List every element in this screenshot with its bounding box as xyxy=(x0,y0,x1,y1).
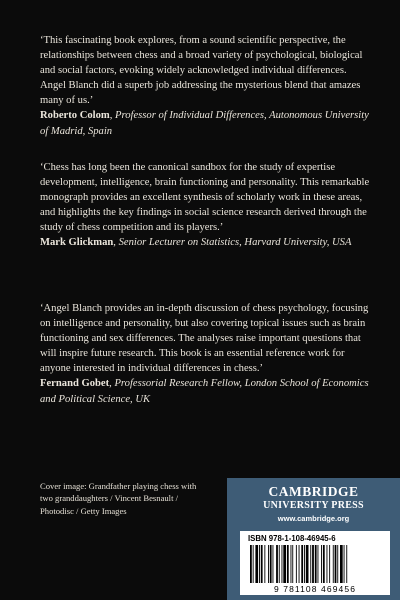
quote-attribution: Mark Glickman, Senior Lecturer on Statistics, Harvard University, USA xyxy=(40,237,352,249)
quote-text: ‘Angel Blanch provides an in-depth discussion of chess psychology, focusing on intelligence and personality, but also covering topical issues such as brain functioning and sex differences. The analyses raise important questions that will inspire future research. This book is an essential reference work for anyone interested in individual differences in chess.’ xyxy=(40,303,369,375)
endorser-name: Roberto Colom xyxy=(40,110,110,122)
publisher-panel xyxy=(227,478,400,600)
publisher-logo-name: CAMBRIDGE xyxy=(268,484,359,499)
quote-text: ‘Chess has long been the canonical sandbox for the study of expertise development, intelligence, brain functioning and personality. This remarkable monograph provides an excellent synthesis of scholarly work in these areas, and highlights the key findings in social science research derived through the study of chess competition and its players.’ xyxy=(40,162,370,234)
endorser-role: Senior Lecturer on Statistics, Harvard University, USA xyxy=(118,237,352,249)
quote-text: ‘This fascinating book explores, from a sound scientific perspective, the relationships between chess and a broad variety of psychological, biological and social factors, evoking widely acknowledged individual differences. Angel Blanch did a superb job addressing the mysterious blend that amazes many of us.’ xyxy=(40,35,363,107)
endorser-name: Mark Glickman xyxy=(40,237,114,249)
endorsement-quote-2 xyxy=(40,160,372,251)
endorsement-quote-3 xyxy=(40,301,372,407)
endorser-role: Professor of Individual Differences, Autonomous University of Madrid, Spain xyxy=(40,110,369,137)
publisher-url: www.cambridge.org xyxy=(277,514,350,523)
endorser-name: Fernand Gobet xyxy=(40,378,110,390)
cover-image-credit: Cover image: Grandfather playing chess with two granddaughters / Vincent Besnault / Photodisc / Getty Images xyxy=(40,481,197,516)
barcode-icon xyxy=(248,545,382,583)
endorsement-quote-1 xyxy=(40,33,372,139)
barcode-panel xyxy=(240,531,390,595)
isbn-label: ISBN 978-1-108-46945-6 xyxy=(248,534,336,543)
quote-attribution: Fernand Gobet, Professorial Research Fellow, London School of Economics and Political Science, UK xyxy=(40,378,369,405)
endorser-role: Professorial Research Fellow, London School of Economics and Political Science, UK xyxy=(40,378,369,405)
publisher-logo-subtitle: UNIVERSITY PRESS xyxy=(263,500,364,511)
barcode-digits: 9 781108 469456 xyxy=(273,584,357,594)
quote-attribution: Roberto Colom, Professor of Individual Differences, Autonomous University of Madrid, Spain xyxy=(40,110,369,137)
